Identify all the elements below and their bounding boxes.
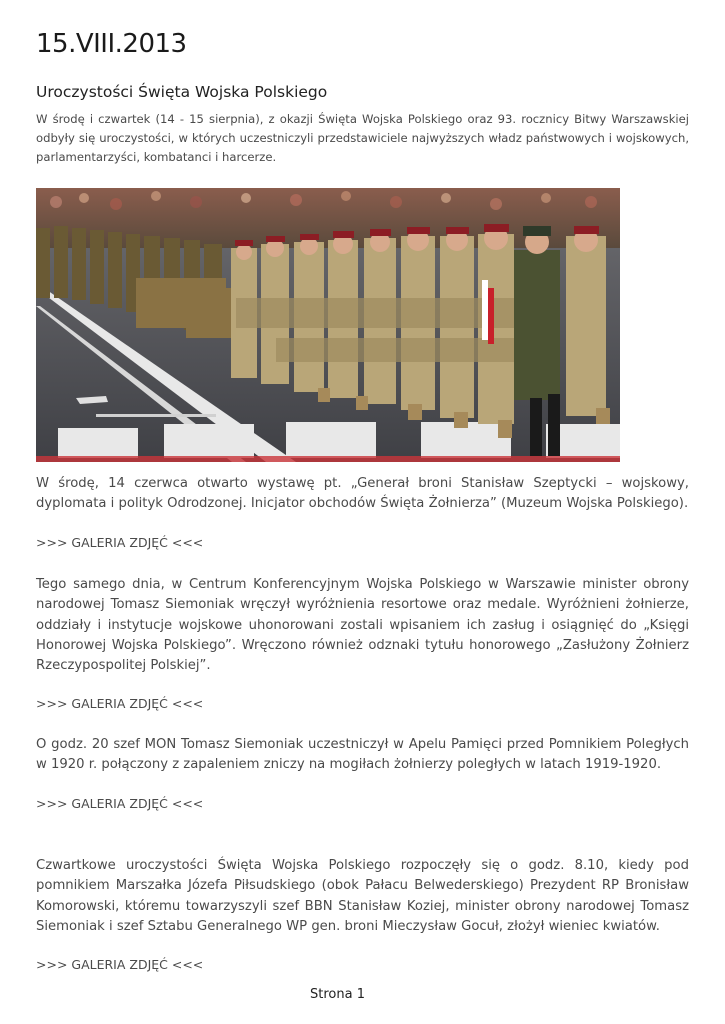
page-date-title: 15.VIII.2013 (36, 29, 187, 59)
gallery-link-1[interactable]: >>> GALERIA ZDJĘĆ <<< (36, 535, 204, 550)
parade-photo (36, 188, 620, 462)
page-number: Strona 1 (310, 987, 365, 1002)
article-title: Uroczystości Święta Wojska Polskiego (36, 83, 328, 101)
paragraph-exhibition: W środę, 14 czerwca otwarto wystawę pt. „Generał broni Stanisław Szeptycki – wojskowy, dyplomata i polityk Odrodzonej. Inicjator obchodów Święta Żołnierza” (Muzeum Wojska Polskiego). (36, 476, 689, 512)
intro-paragraph: W środę i czwartek (14 - 15 sierpnia), z okazji Święta Wojska Polskiego oraz 93. rocznicy Bitwy Warszawskiej odbyły się uroczystości, w których uczestniczyli przedstawiciele najwyższych władz państwowych i wojskowych, parlamentarzyści, kombatanci i harcerze. (36, 112, 689, 164)
paragraph-awards: Tego samego dnia, w Centrum Konferencyjnym Wojska Polskiego w Warszawie minister obrony narodowej Tomasz Siemoniak wręczył wyróżnienia resortowe oraz medale. Wyróżnieni żołnierze, oddziały i instytucje wojskowe uhonorowani zostali wpisaniem ich zasług i osiągnięć do „Księgi Honorowej Wojska Polskiego”. Wręczono również odznaki tytułu honorowego „Zasłużony Żołnierz Rzeczypospolitej Polskiej”. (36, 577, 689, 674)
gallery-link-2[interactable]: >>> GALERIA ZDJĘĆ <<< (36, 696, 204, 711)
gallery-link-4[interactable]: >>> GALERIA ZDJĘĆ <<< (36, 957, 204, 972)
page-footer (0, 987, 725, 1002)
paragraph-thursday: Czwartkowe uroczystości Święta Wojska Polskiego rozpoczęły się o godz. 8.10, kiedy pod pomnikiem Marszałka Józefa Piłsudskiego (obok Pałacu Belwederskiego) Prezydent RP Bronisław Komorowski, któremu towarzyszyli szef BBN Stanisław Koziej, minister obrony narodowej Tomasz Siemoniak i szef Sztabu Generalnego WP gen. broni Mieczysław Gocuł, złożył wieniec kwiatów. (36, 858, 689, 934)
gallery-link-3[interactable]: >>> GALERIA ZDJĘĆ <<< (36, 796, 204, 811)
paragraph-apel: O godz. 20 szef MON Tomasz Siemoniak uczestniczył w Apelu Pamięci przed Pomnikiem Poległych w 1920 r. połączony z zapaleniem zniczy na mogiłach żołnierzy poległych w latach 1919-1920. (36, 737, 689, 773)
